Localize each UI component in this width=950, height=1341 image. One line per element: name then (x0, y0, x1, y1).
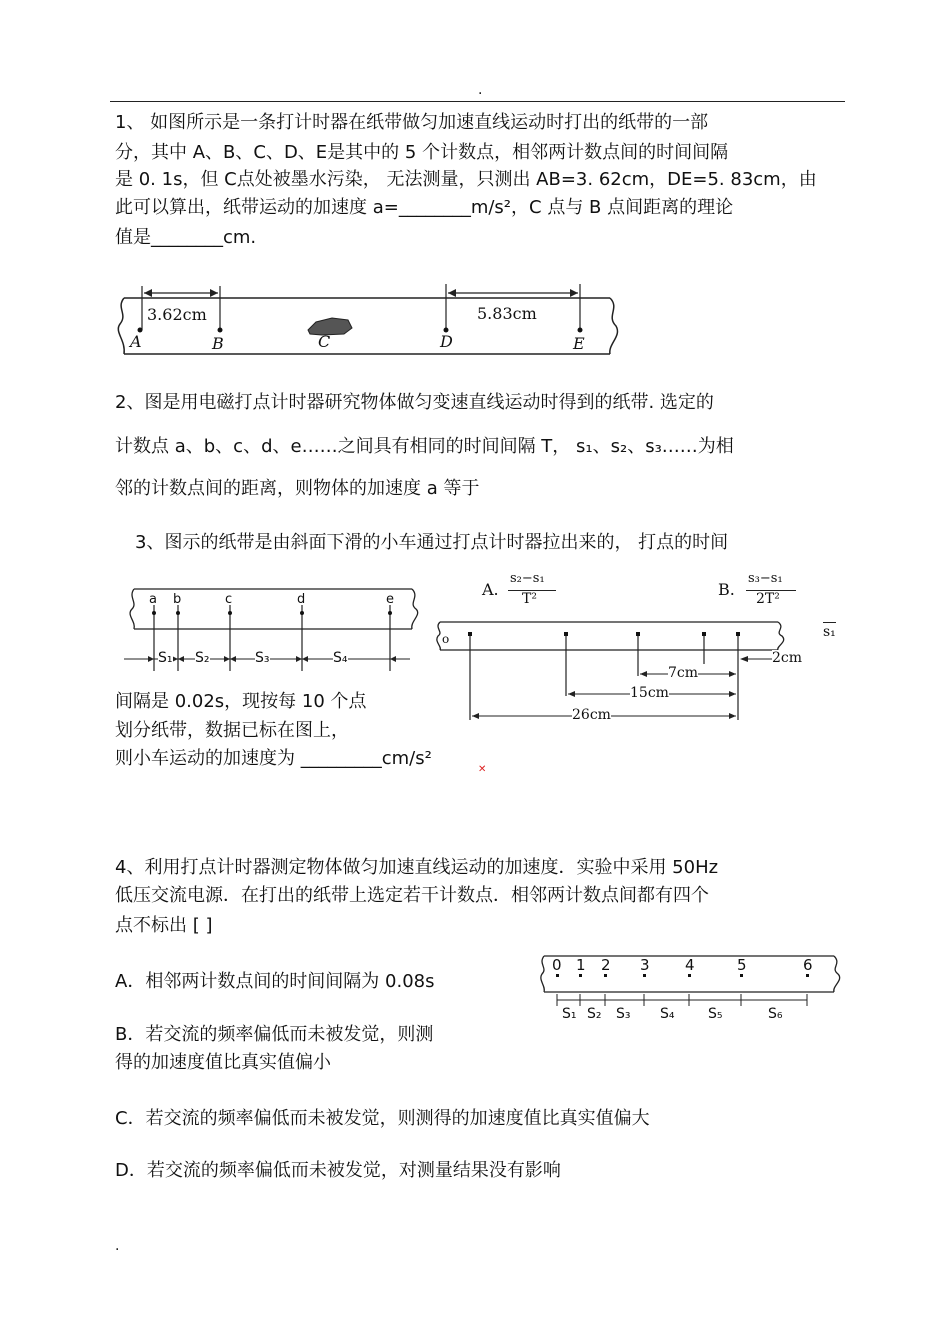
q4-segment-s4: S₄ (660, 1006, 675, 1022)
q1-point-b (218, 328, 223, 333)
q4-point-1: 1 (576, 956, 586, 974)
q4-line-2: 低压交流电源．在打出的纸带上选定若干计数点．相邻两计数点间都有四个 (115, 885, 709, 906)
red-x-icon: ✕ (478, 764, 487, 775)
q3-option-b-numerator: s₃−s₁ (748, 571, 783, 586)
q1-line-3: 是 0. 1s，但 C点处被墨水污染， 无法测量，只测出 AB=3. 62cm，DE=5. 83cm，由 (115, 169, 817, 190)
q1-line-5: 值是________cm. (115, 227, 257, 248)
q1-line-2: 分，其中 A、B、C、D、E是其中的 5 个计数点，相邻两计数点间的时间间隔 (115, 142, 729, 163)
q3-dist-2cm: 2cm (772, 650, 803, 666)
q3-option-a-letter: A. (482, 580, 499, 599)
q4-point-0: 0 (552, 956, 562, 974)
q3-point-b: b (173, 592, 182, 607)
q3-option-b-denominator: 2T² (756, 591, 780, 607)
q1-point-label-a: A (130, 332, 142, 351)
q2-line-2: 计数点 a、b、c、d、e……之间具有相同的时间间隔 T， s₁、s₂、s₃……为相 (115, 436, 734, 457)
q4-point-4: 4 (685, 956, 695, 974)
q4-option-a: A．相邻两计数点间的时间间隔为 0.08s (115, 971, 435, 992)
q3-line-4: 则小车运动的加速度为 _________cm/s² (115, 748, 432, 769)
q3-dist-15cm: 15cm (630, 685, 669, 701)
q3-option-b-letter: B. (718, 580, 735, 599)
header-rule (110, 101, 845, 102)
footer-dot: . (115, 1238, 120, 1254)
q1-point-label-b: B (212, 334, 224, 353)
q4-option-d: D．若交流的频率偏低而未被发觉，对测量结果没有影响 (115, 1160, 561, 1181)
q4-option-c: C．若交流的频率偏低而未被发觉，则测得的加速度值比真实值偏大 (115, 1108, 650, 1129)
q3-line-2: 间隔是 0.02s，现按每 10 个点 (115, 691, 367, 712)
q4-segment-s6: S₆ (768, 1006, 783, 1022)
q3-dist-7cm: 7cm (668, 665, 699, 681)
q4-segment-s3: S₃ (616, 1006, 631, 1022)
q3-segment-s4: S₄ (333, 650, 348, 666)
header-dot: . (478, 82, 483, 98)
q3-segment-s1: S₁ (158, 650, 173, 666)
q1-point-label-d: D (440, 332, 453, 351)
q4-point-2: 2 (601, 956, 611, 974)
q3-origin-label: o (442, 632, 450, 646)
q4-segment-s2: S₂ (587, 1006, 602, 1022)
q3-point-a: a (149, 592, 157, 607)
q4-point-5: 5 (737, 956, 747, 974)
q4-segment-s5: S₅ (708, 1006, 723, 1022)
q3-option-a-numerator: s₂−s₁ (510, 571, 545, 586)
q2-line-1: 2、图是用电磁打点计时器研究物体做匀变速直线运动时得到的纸带. 选定的 (115, 392, 714, 413)
q1-point-label-e: E (573, 334, 585, 353)
q4-option-b-line-1: B．若交流的频率偏低而未被发觉，则测 (115, 1024, 434, 1045)
q3-point-c: c (225, 592, 233, 607)
q1-line-1: 1、 如图所示是一条打计时器在纸带做匀加速直线运动时打出的纸带的一部 (115, 112, 709, 133)
q3-option-a-denominator: T² (522, 591, 537, 607)
q1-label-ab: 3.62cm (147, 305, 207, 324)
q3-line-1: 3、图示的纸带是由斜面下滑的小车通过打点计时器拉出来的， 打点的时间 (135, 532, 729, 553)
q3-right-tape-figure (432, 616, 792, 728)
q1-label-de: 5.83cm (477, 304, 537, 323)
q4-line-1: 4、利用打点计时器测定物体做匀加速直线运动的加速度．实验中采用 50Hz (115, 857, 719, 878)
q4-segment-s1: S₁ (562, 1006, 577, 1022)
q4-line-3: 点不标出 [ ] (115, 915, 213, 936)
q4-point-3: 3 (640, 956, 650, 974)
q3-segment-s3: S₃ (255, 650, 270, 666)
q3-point-e: e (386, 592, 394, 607)
q1-line-4: 此可以算出，纸带运动的加速度 a=________m/s²，C 点与 B 点间距离的理论 (115, 197, 734, 218)
q2-line-3: 邻的计数点间的距离，则物体的加速度 a 等于 (115, 478, 480, 499)
q4-option-b-line-2: 得的加速度值比真实值偏小 (115, 1052, 331, 1073)
q3-option-c-fragment: s₁ (823, 624, 836, 640)
q3-segment-s2: S₂ (195, 650, 210, 666)
q3-dist-26cm: 26cm (572, 707, 611, 723)
q3-line-3: 划分纸带，数据已标在图上， (115, 720, 349, 741)
q3-point-d: d (297, 592, 306, 607)
q1-point-e (578, 328, 583, 333)
q4-point-6: 6 (803, 956, 813, 974)
q1-point-label-c: C (318, 332, 331, 351)
